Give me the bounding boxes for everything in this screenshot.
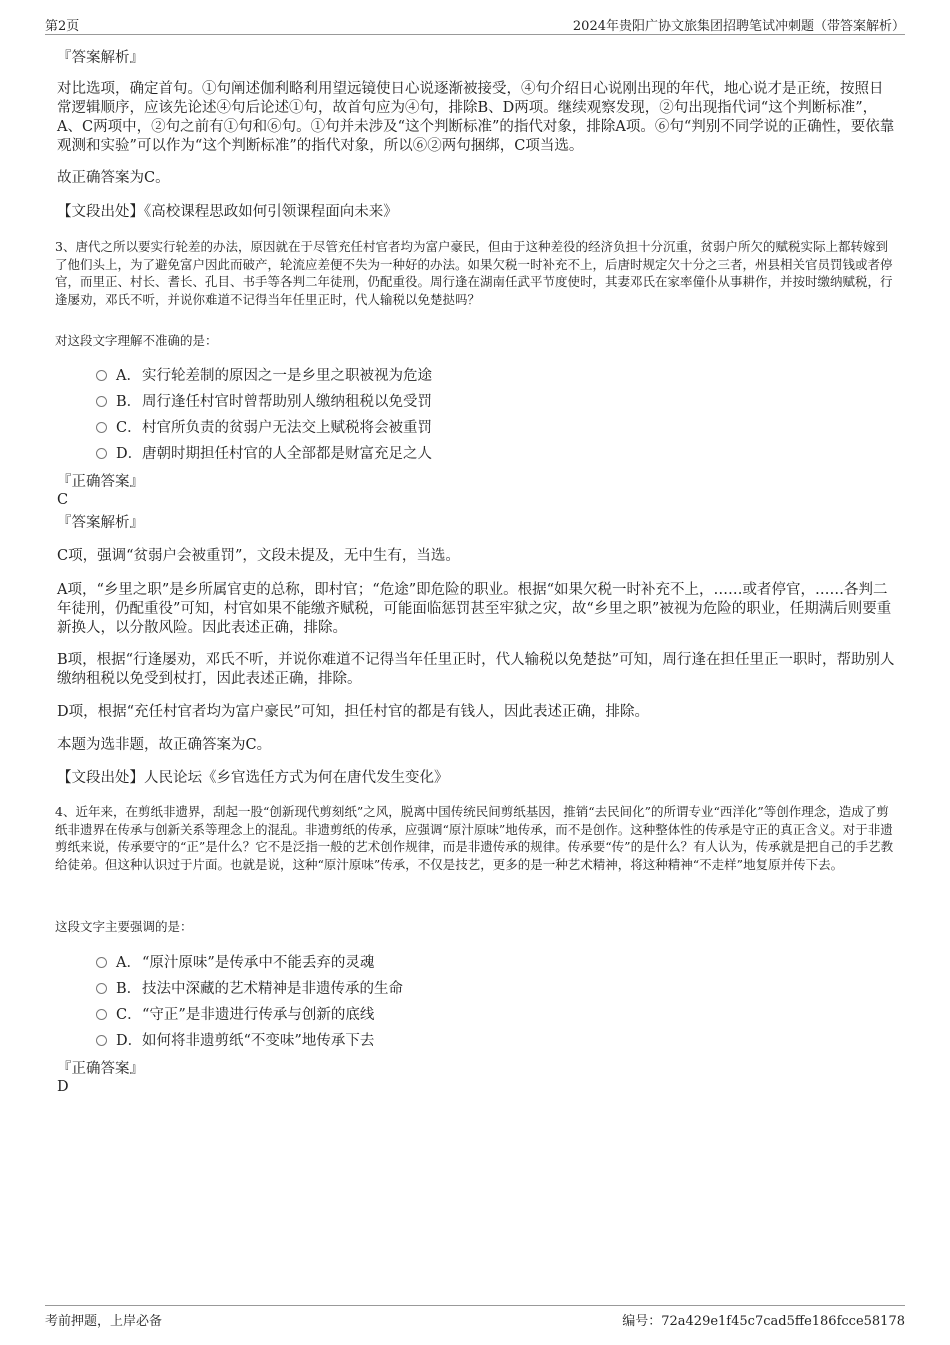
q3-analysis-d: D项，根据“充任村官者均为富户豪民”可知，担任村官的都是有钱人，因此表述正确，排除。	[57, 704, 649, 720]
q2-conclusion: 故正确答案为C。	[57, 170, 170, 186]
page-footer	[45, 1305, 905, 1329]
radio-icon[interactable]	[96, 983, 107, 994]
q4-option-d[interactable]: D．如何将非遗剪纸“不变味”地传承下去	[96, 1028, 796, 1054]
radio-icon[interactable]	[96, 396, 107, 407]
radio-icon[interactable]	[96, 1035, 107, 1046]
radio-icon[interactable]	[96, 422, 107, 433]
footer-slogan: 考前押题，上岸必备	[45, 1314, 163, 1329]
q3-options	[96, 363, 796, 467]
q4-option-a[interactable]: A．“原汁原味”是传承中不能丢弃的灵魂	[96, 950, 796, 976]
q3-analysis-c: C项，强调“贫弱户会被重罚”，文段未提及，无中生有，当选。	[57, 548, 460, 564]
q3-answer-label: 『正确答案』	[57, 474, 144, 490]
q3-option-d[interactable]: D．唐朝时期担任村官的人全部都是财富充足之人	[96, 441, 796, 467]
q4-options	[96, 950, 796, 1054]
page-number: 第2页	[45, 19, 80, 34]
q3-analysis-label: 『答案解析』	[57, 515, 144, 531]
q3-answer: C	[57, 492, 69, 508]
radio-icon[interactable]	[96, 1009, 107, 1020]
q2-analysis-label: 『答案解析』	[57, 50, 144, 66]
q3-option-b[interactable]: B．周行逢任村官时曾帮助别人缴纳租税以免受罚	[96, 389, 796, 415]
q3-question: 对这段文字理解不准确的是：	[55, 333, 218, 348]
page-header	[45, 12, 905, 35]
q3-option-a[interactable]: A．实行轮差制的原因之一是乡里之职被视为危途	[96, 363, 796, 389]
q3-analysis-a: A项，“乡里之职”是乡所属官吏的总称，即村官；“危途”即危险的职业。根据“如果欠税一时补充不上，……或者停官，……各判二年徒刑，仍配重役”可知，村官如果不能缴齐赋税，可能面临惩罚甚至牢狱之灾，故“乡里之职”被视为危险的职业，任期满后则要重新换人，以分散风险。因此表述正确，排除。	[57, 582, 892, 636]
document-id: 编号：72a429e1f45c7cad5ffe186fcce58178	[622, 1314, 905, 1329]
q3-conclusion: 本题为选非题，故正确答案为C。	[57, 737, 272, 753]
q2-analysis: 对比选项，确定首句。①句阐述伽利略利用望远镜使日心说逐渐被接受，④句介绍日心说刚出现的年代，地心说才是正统，按照日常逻辑顺序，应该先论述④句后论述①句，故首句应为④句，排除B、D两项。继续观察发现，②句出现指代词“这个判断标准”，A、C两项中，②句之前有①句和⑥句。①句并未涉及“这个判断标准”的指代对象，排除A项。⑥句“判别不同学说的正确性，要依靠观测和实验”可以作为“这个判断标准”的指代对象，所以⑥②两句捆绑，C项当选。	[57, 81, 895, 154]
q3-source: 【文段出处】人民论坛《乡官选任方式为何在唐代发生变化》	[57, 770, 449, 786]
radio-icon[interactable]	[96, 448, 107, 459]
q4-passage: 4、近年来，在剪纸非遗界，刮起一股“创新现代剪刻纸”之风，脱离中国传统民间剪纸基因，推销“去民间化”的所谓专业“西洋化”等创作理念，造成了剪纸非遗界在传承与创新关系等理念上的混乱。非遗剪纸的传承，应强调“原汁原味”地传承，而不是创作。这种整体性的传承是守正的真正含义。对于非遗剪纸来说，传承要守的“正”是什么？它不是泛指一般的艺术创作规律，而是非遗传承的规律。传承要“传”的是什么？有人认为，传承就是把自己的手艺教给徒弟。但这种认识过于片面。也就是说，这种“原汁原味”传承，不仅是技艺，更多的是一种艺术精神，将这种精神“不走样”地复原并传下去。	[55, 804, 894, 872]
q4-question: 这段文字主要强调的是：	[55, 919, 193, 934]
q3-option-c[interactable]: C．村官所负责的贫弱户无法交上赋税将会被重罚	[96, 415, 796, 441]
q4-answer: D	[57, 1079, 69, 1095]
q2-source: 【文段出处】《高校课程思政如何引领课程面向未来》	[57, 204, 398, 220]
q3-passage: 3、唐代之所以要实行轮差的办法，原因就在于尽管充任村官者均为富户豪民，但由于这种差役的经济负担十分沉重，贫弱户所欠的赋税实际上都转嫁到了他们头上，为了避免富户因此而破产，轮流应差便不失为一种好的办法。如果欠税一时补充不上，后唐时规定欠十分之三者，州县相关官员罚钱或者停官，而里正、村长、耆长、孔目、书手等各判二年徒刑，仍配重役。周行逢在湖南任武平节度使时，其妻邓氏在家率僮仆从事耕作，并按时缴纳赋税，行逢屡劝，邓氏不听，并说你难道不记得当年任里正时，代人输税以免楚挞吗？	[55, 239, 893, 307]
q3-analysis-b: B项，根据“行逢屡劝，邓氏不听，并说你难道不记得当年任里正时，代人输税以免楚挞”可知，周行逢在担任里正一职时，帮助别人缴纳租税以免受到杖打，因此表述正确，排除。	[57, 652, 895, 687]
q4-option-c[interactable]: C．“守正”是非遗进行传承与创新的底线	[96, 1002, 796, 1028]
q4-option-b[interactable]: B．技法中深藏的艺术精神是非遗传承的生命	[96, 976, 796, 1002]
q4-answer-label: 『正确答案』	[57, 1061, 144, 1077]
radio-icon[interactable]	[96, 370, 107, 381]
document-title: 2024年贵阳广协文旅集团招聘笔试冲刺题（带答案解析）	[572, 19, 905, 34]
radio-icon[interactable]	[96, 957, 107, 968]
